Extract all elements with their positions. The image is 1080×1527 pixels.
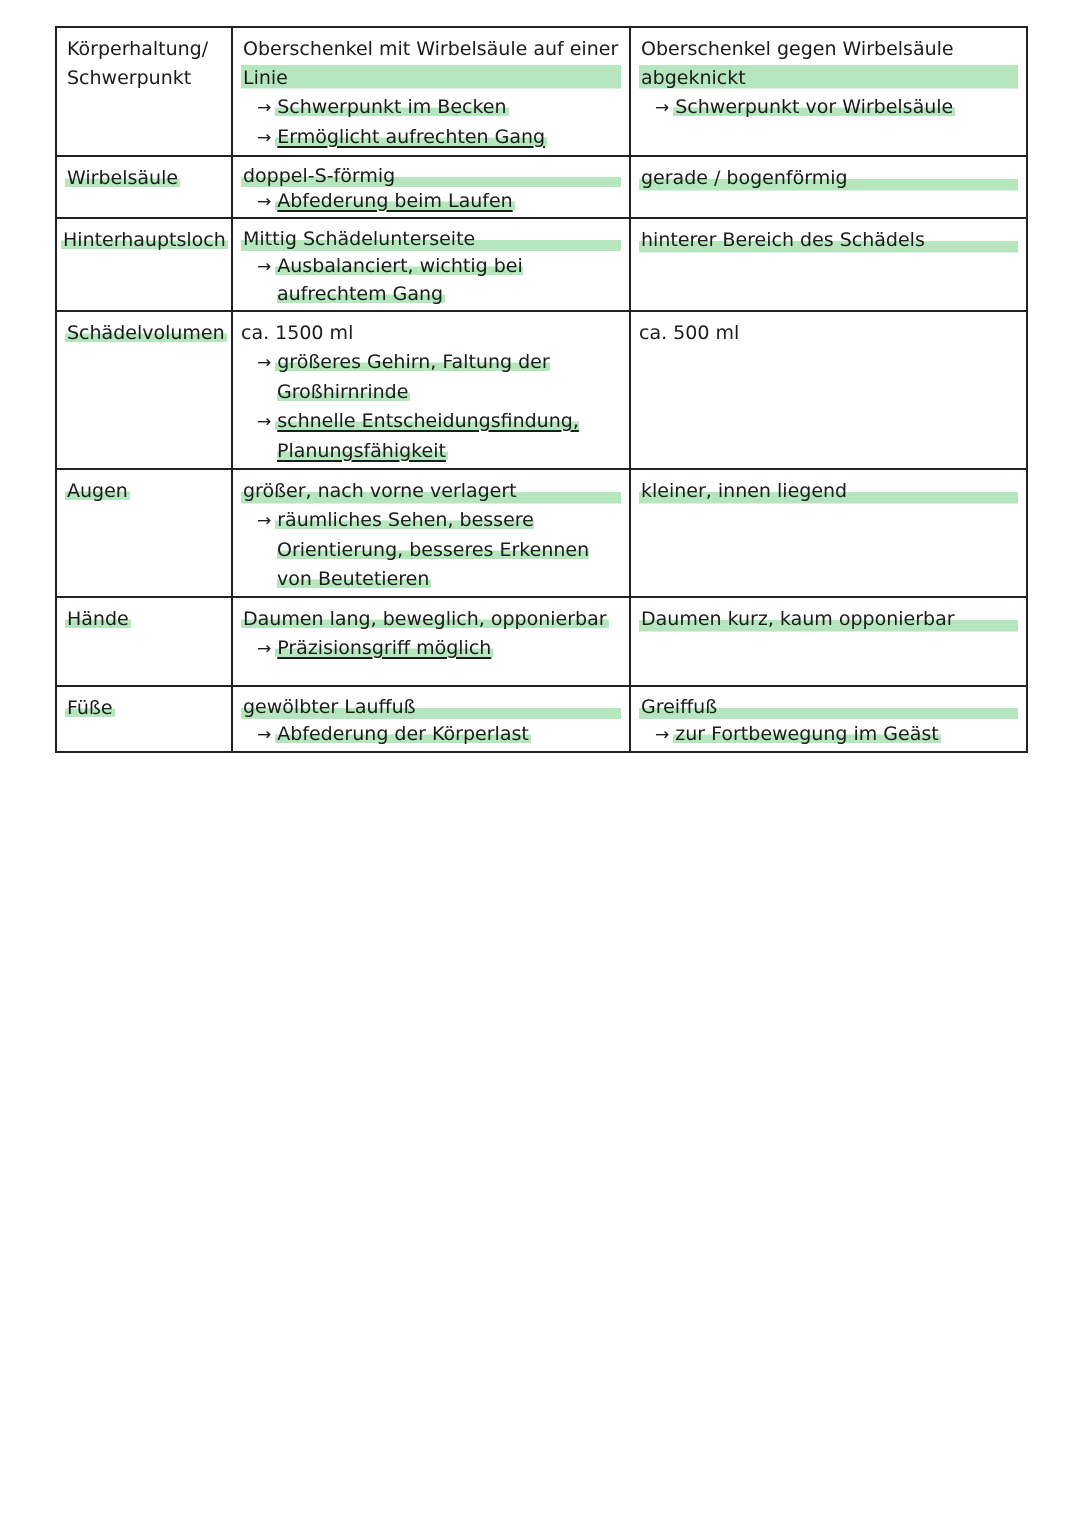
label-text: Augen [67, 480, 128, 502]
human-cell [232, 469, 630, 597]
cell-main-text: gerade / bogenförmig [639, 164, 1018, 193]
ape-cell [630, 27, 1027, 156]
right-arrow-icon: → [257, 412, 272, 432]
ape-cell [630, 597, 1027, 686]
cell-main-text: größer, nach vorne verlagert [241, 477, 621, 506]
table-row [56, 597, 1027, 686]
cell-main-text: doppel-S-förmig [241, 164, 621, 189]
row-label [56, 469, 232, 597]
row-label [56, 27, 232, 156]
note-line: → zur Fortbewegung im Geäst [655, 723, 939, 745]
note-line: → größeres Gehirn, Faltung der Großhirnrinde [257, 351, 550, 403]
ape-cell [630, 686, 1027, 752]
label-text: Wirbelsäule [67, 167, 179, 189]
cell-main-text: Mittig Schädelunterseite [241, 226, 621, 253]
ape-cell [630, 311, 1027, 469]
right-arrow-icon: → [257, 639, 272, 659]
cell-main-text: gewölbter Lauffuß [241, 694, 621, 721]
label-text: Füße [67, 697, 113, 719]
note-line: → Schwerpunkt vor Wirbelsäule [655, 96, 954, 118]
row-label [56, 597, 232, 686]
cell-main-text: Daumen lang, beweglich, opponierbar [243, 608, 607, 630]
cell-main-text: ca. 1500 ml [241, 322, 354, 344]
label-text: Hinterhauptsloch [63, 229, 226, 251]
human-cell [232, 311, 630, 469]
cell-main-text: ca. 500 ml [639, 322, 740, 344]
row-label [56, 311, 232, 469]
label-text: Körperhaltung/ Schwerpunkt [67, 38, 209, 89]
right-arrow-icon: → [257, 98, 272, 118]
human-cell [232, 597, 630, 686]
label-text: Hände [67, 608, 129, 630]
note-line: → Ermöglicht aufrechten Gang [257, 126, 546, 148]
comparison-table [55, 26, 1028, 753]
ape-cell [630, 156, 1027, 218]
right-arrow-icon: → [257, 353, 272, 373]
table-row [56, 27, 1027, 156]
row-label [56, 156, 232, 218]
note-line: → schnelle Entscheidungsfindung, Planungsfähigkeit [257, 410, 579, 462]
right-arrow-icon: → [655, 98, 670, 118]
row-label [56, 686, 232, 752]
cell-main-text: Oberschenkel mit Wirbelsäule auf einer Linie [241, 35, 621, 93]
note-line: → Abfederung beim Laufen [257, 190, 513, 212]
right-arrow-icon: → [257, 257, 272, 277]
cell-main-text: Greiffuß [639, 694, 1018, 721]
cell-main-text: Oberschenkel gegen Wirbelsäule abgeknickt [639, 35, 1018, 93]
ape-cell [630, 469, 1027, 597]
table-row [56, 218, 1027, 311]
cell-main-text: Daumen kurz, kaum opponierbar [639, 605, 1018, 634]
note-line: → Abfederung der Körperlast [257, 723, 529, 745]
right-arrow-icon: → [655, 725, 670, 745]
note-line: → räumliches Sehen, bessere Orientierung, besseres Erkennen von Beutetieren [257, 509, 590, 590]
right-arrow-icon: → [257, 511, 272, 531]
table-row [56, 469, 1027, 597]
row-label [56, 218, 232, 311]
label-text: Schädelvolumen [67, 322, 225, 344]
table-row [56, 311, 1027, 469]
human-cell [232, 27, 630, 156]
right-arrow-icon: → [257, 192, 272, 212]
cell-main-text: kleiner, innen liegend [639, 477, 1018, 506]
human-cell [232, 218, 630, 311]
note-line: → Präzisionsgriff möglich [257, 637, 492, 659]
note-line: → Ausbalanciert, wichtig bei aufrechtem Gang [257, 255, 523, 305]
human-cell [232, 686, 630, 752]
human-cell [232, 156, 630, 218]
table-row [56, 686, 1027, 752]
note-line: → Schwerpunkt im Becken [257, 96, 507, 118]
ape-cell [630, 218, 1027, 311]
right-arrow-icon: → [257, 725, 272, 745]
cell-main-text: hinterer Bereich des Schädels [639, 226, 1018, 255]
table-row [56, 156, 1027, 218]
right-arrow-icon: → [257, 128, 272, 148]
